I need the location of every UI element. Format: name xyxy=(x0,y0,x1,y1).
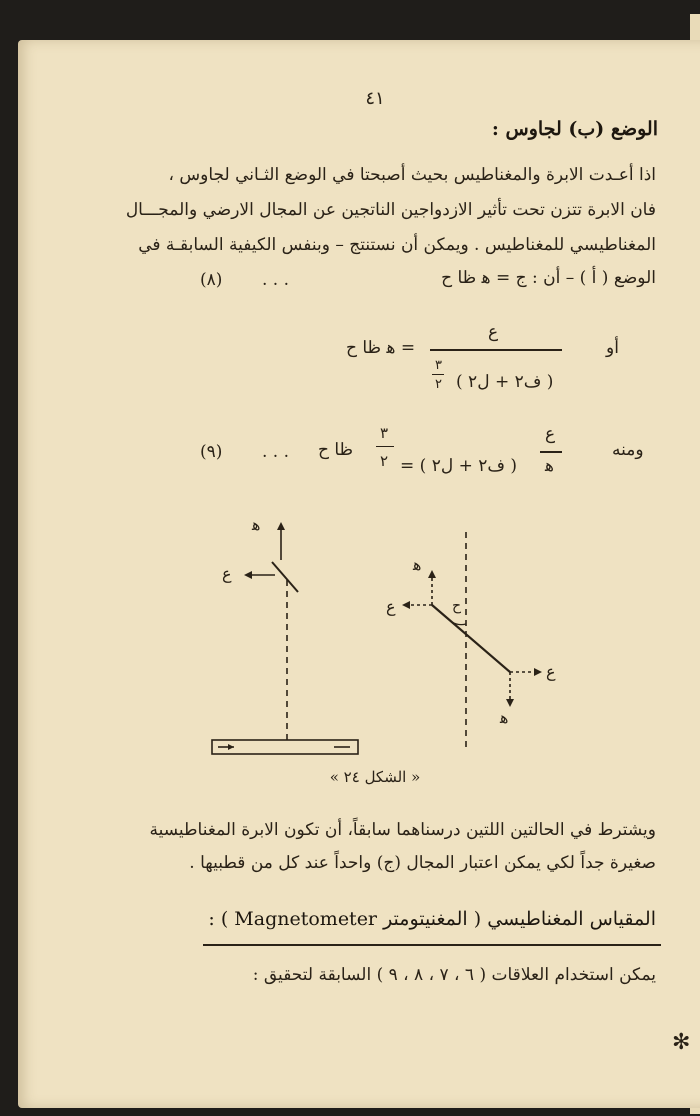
section-title: المقياس المغناطيسي ( المغنيتومتر Magnetometer ) : xyxy=(208,908,656,930)
paragraph-line-1: اذا أعـدت الابرة والمغناطيس بحيث أصبحتا في الوضع الثـاني لجاوس ، xyxy=(168,165,656,185)
equation-a-denominator: ( ف٢ + ل٢ ) xyxy=(456,372,554,392)
equation-b-exp-num: ٣ xyxy=(380,424,389,442)
equation-b-lhs-num: ع xyxy=(545,424,556,444)
equation-number-9: (٩) xyxy=(200,442,223,462)
equation-a-exp-num: ٣ xyxy=(435,358,442,373)
equation-b-prefix: ومنه xyxy=(612,440,644,460)
paragraph2-line-2: صغيرة جداً لكي يمكن اعتبار المجال (ج) واحداً عند كل من قطبيها . xyxy=(189,853,656,873)
equation-b-middle: = ( ف٢ + ل٢ ) xyxy=(400,456,518,476)
equation-b-exp-den: ٢ xyxy=(380,452,389,470)
fig-right-label-h-bottom: ﻫ xyxy=(500,708,509,727)
paragraph-line-3: المغناطيسي للمغناطيس . ويمكن أن نستنتج – وبنفس الكيفية السابقـة في xyxy=(138,235,656,255)
fig-right-label-angle: ح xyxy=(452,598,462,614)
fig-left-label-h: ﻫ xyxy=(252,515,261,534)
equation-a-prefix: أو xyxy=(606,338,619,358)
dots-8: . . . xyxy=(262,270,290,290)
fig-right-label-h-top: ﻫ xyxy=(413,555,422,574)
section-underline xyxy=(203,944,661,946)
equation-a-rhs: = ﻫ ظا ح xyxy=(346,338,416,358)
right-needle xyxy=(432,605,510,672)
paragraph-line-2: فان الابرة تتزن تحت تأثير الازدواجين الناتجين عن المجال الارضي والمجـــال xyxy=(125,200,656,220)
fig-right-label-f-left: ع xyxy=(386,597,396,616)
paragraph-line-4: الوضع ( ﺃ ) – أن : ج = ﻫ ظا ح xyxy=(441,268,656,288)
equation-a-exp-den: ٢ xyxy=(435,377,442,392)
left-needle xyxy=(272,562,298,592)
paragraph2-line-1: ويشترط في الحالتين اللتين درسناهما سابقاً، أن تكون الابرة المغناطيسية xyxy=(149,820,656,840)
equation-b-lhs-den: ﻫ xyxy=(545,456,554,476)
page-number: ٤١ xyxy=(365,88,385,109)
section-heading: الوضع (ب) لجاوس : xyxy=(491,118,658,140)
equation-a-numerator: ع xyxy=(488,322,499,342)
equation-number-8: (٨) xyxy=(200,270,223,290)
fig-left-label-f: ع xyxy=(222,564,232,583)
last-line: يمكن استخدام العلاقات ( ٦ ، ٧ ، ٨ ، ٩ ) السابقة لتحقيق : xyxy=(252,965,656,985)
equation-b-rhs: ظا ح xyxy=(318,440,354,460)
dots-9: . . . xyxy=(262,442,290,462)
fig-right-label-f-right: ع xyxy=(546,662,556,681)
corner-mark: ✻ xyxy=(672,1030,691,1055)
figure-caption: « الشكل ٢٤ » xyxy=(329,768,421,786)
